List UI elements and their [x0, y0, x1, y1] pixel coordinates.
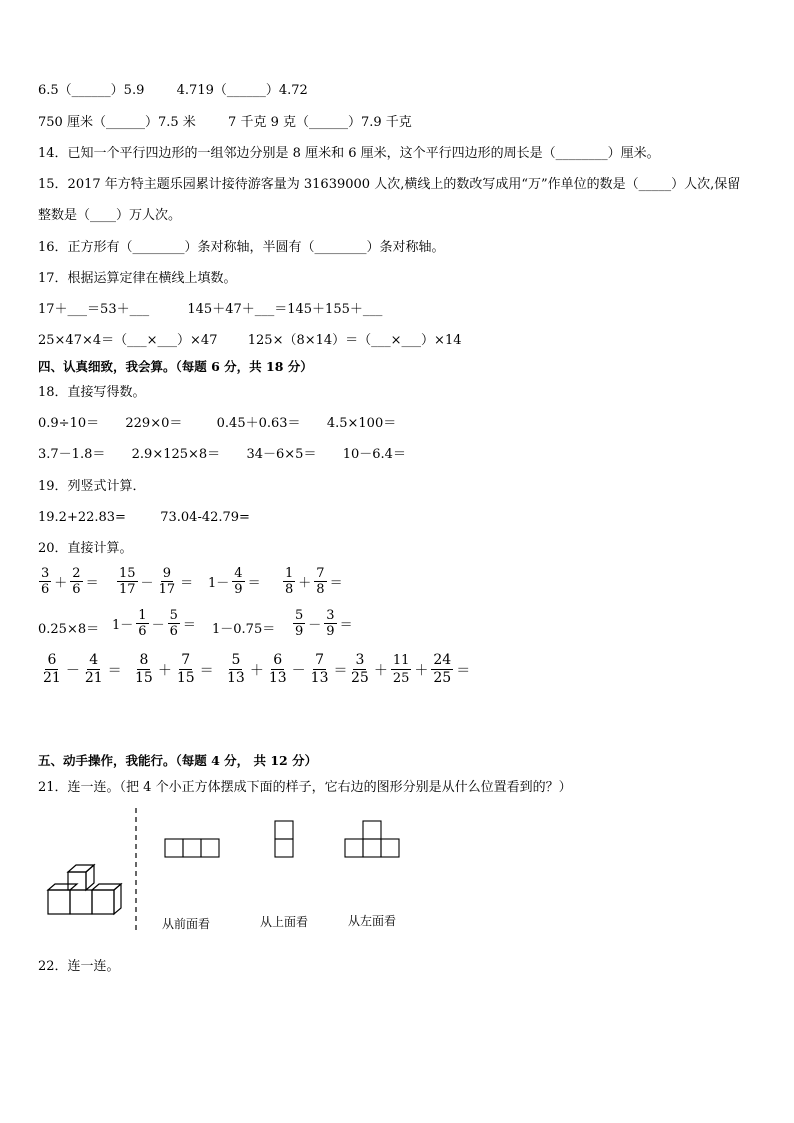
q17-c: 25×47×4＝（___×___）×47 — [38, 333, 218, 348]
q20-expr-3: 1－ $\frac{4}{9}$ ＝ — [208, 566, 261, 597]
fraction: $\frac{5}{6}$ — [169, 608, 178, 639]
q17-row1 — [38, 301, 382, 319]
fraction: $\frac{7}{15}$ — [176, 652, 195, 686]
q18-row2 — [38, 446, 406, 464]
q20-expr-1: $\frac{3}{6}$ ＋ $\frac{2}{6}$ ＝ — [41, 566, 99, 597]
question-14: 14．已知一个平行四边形的一组邻边分别是 8 厘米和 6 厘米，这个平行四边形的周长是（________）厘米。 — [38, 146, 660, 161]
q18-row1 — [38, 415, 396, 433]
fraction: $\frac{3}{6}$ — [41, 566, 50, 597]
q13-c: 750 厘米（______）7.5 米 — [38, 115, 196, 130]
view-shape-top — [274, 820, 296, 860]
q19-row — [38, 509, 250, 527]
section-4-heading: 四、认真细致，我会算。（每题 6 分，共 18 分） — [38, 359, 313, 374]
q13-d: 7 千克 9 克（______）7.9 千克 — [228, 115, 412, 130]
q20-expr-6: 1－ $\frac{1}{6}$ － $\frac{5}{6}$ ＝ — [112, 608, 196, 639]
fraction: $\frac{7}{13}$ — [310, 652, 329, 686]
cube-assembly-figure — [44, 848, 134, 918]
fraction: $\frac{24}{25}$ — [433, 652, 452, 686]
q20-expr-4: $\frac{1}{8}$ ＋ $\frac{7}{8}$ ＝ — [285, 566, 343, 597]
fraction: $\frac{3}{9}$ — [326, 608, 335, 639]
label-top-view: 从上面看 — [260, 915, 309, 929]
q20-expr-8: $\frac{5}{9}$ － $\frac{3}{9}$ ＝ — [295, 608, 353, 639]
question-16: 16．正方形有（________）条对称轴，半圆有（________）条对称轴。 — [38, 240, 445, 255]
q18-r2-2: 34－6×5＝ — [246, 447, 317, 462]
q17-d: 125×（8×14）＝（___×___）×14 — [247, 333, 462, 348]
fraction: $\frac{2}{6}$ — [72, 566, 81, 597]
q20-expr-11: $\frac{5}{13}$ ＋ $\frac{6}{13}$ － $\frac{7}{13}$ ＝ — [227, 652, 348, 686]
view-shape-front — [164, 838, 222, 860]
dashed-divider — [134, 808, 138, 930]
q20-expr-9: $\frac{6}{21}$ － $\frac{4}{21}$ ＝ — [43, 652, 122, 686]
fraction: $\frac{4}{21}$ — [84, 652, 103, 686]
q18-r2-3: 10－6.4＝ — [342, 447, 406, 462]
fraction: $\frac{6}{21}$ — [43, 652, 61, 686]
q18-r2-1: 2.9×125×8＝ — [131, 447, 221, 462]
fraction: $\frac{5}{9}$ — [295, 608, 304, 639]
q18-r1-2: 0.45＋0.63＝ — [216, 416, 301, 431]
question-21-title: 21．连一连。（把 4 个小正方体摆成下面的样子，它右边的图形分别是从什么位置看到的？） — [38, 780, 572, 795]
question-17-title: 17．根据运算定律在横线上填数。 — [38, 271, 237, 286]
fraction: $\frac{11}{25}$ — [392, 653, 410, 686]
q18-r1-1: 229×0＝ — [125, 416, 183, 431]
q20-expr-5: 0.25×8＝ — [38, 622, 100, 637]
question-19-title: 19．列竖式计算． — [38, 479, 146, 494]
question-20-title: 20．直接计算。 — [38, 541, 133, 556]
q20-expr-7: 1－0.75＝ — [212, 622, 276, 637]
question-22-title: 22．连一连。 — [38, 959, 120, 974]
fraction: $\frac{9}{17}$ — [158, 566, 176, 597]
view-shape-left — [344, 820, 402, 860]
fraction: $\frac{3}{25}$ — [351, 652, 369, 686]
q13-a: 6.5（______）5.9 — [38, 83, 145, 98]
q18-r1-3: 4.5×100＝ — [326, 416, 397, 431]
fraction: $\frac{5}{13}$ — [227, 652, 245, 686]
q17-a: 17＋___＝53＋___ — [38, 302, 150, 317]
q18-r2-0: 3.7－1.8＝ — [38, 447, 106, 462]
q20-expr-12: $\frac{3}{25}$ ＋ $\frac{11}{25}$ ＋ $\frac{24}{25}$ ＝ — [351, 652, 471, 686]
fraction: $\frac{1}{6}$ — [138, 608, 147, 639]
question-15-line2: 整数是（____）万人次。 — [38, 208, 182, 223]
q20-expr-10: $\frac{8}{15}$ ＋ $\frac{7}{15}$ ＝ — [135, 652, 214, 686]
fraction: $\frac{7}{8}$ — [316, 566, 325, 597]
q13-row2 — [38, 114, 412, 132]
q19-a: 19.2+22.83= — [38, 510, 126, 525]
label-front-view: 从前面看 — [162, 917, 211, 931]
q18-r1-0: 0.9÷10＝ — [38, 416, 100, 431]
q13-b: 4.719（______）4.72 — [176, 83, 308, 98]
q19-b: 73.04-42.79= — [160, 510, 250, 525]
label-left-view: 从左面看 — [348, 914, 397, 928]
q17-row2 — [38, 332, 462, 350]
q20-expr-2: $\frac{15}{17}$ － $\frac{9}{17}$ ＝ — [119, 566, 194, 597]
question-18-title: 18．直接写得数。 — [38, 385, 146, 400]
q13-row1 — [38, 82, 308, 100]
fraction: $\frac{8}{15}$ — [135, 652, 153, 686]
q17-b: 145＋47＋___＝145＋155＋___ — [187, 302, 383, 317]
fraction: $\frac{4}{9}$ — [234, 566, 243, 597]
question-15-line1: 15．2017 年方特主题乐园累计接待游客量为 31639000 人次,横线上的数改写成用“万”作单位的数是（_____）人次,保留 — [38, 177, 741, 192]
section-5-heading: 五、动手操作，我能行。（每题 4 分， 共 12 分） — [38, 753, 318, 768]
fraction: $\frac{6}{13}$ — [268, 652, 287, 686]
fraction: $\frac{1}{8}$ — [285, 566, 294, 597]
fraction: $\frac{15}{17}$ — [119, 566, 136, 597]
